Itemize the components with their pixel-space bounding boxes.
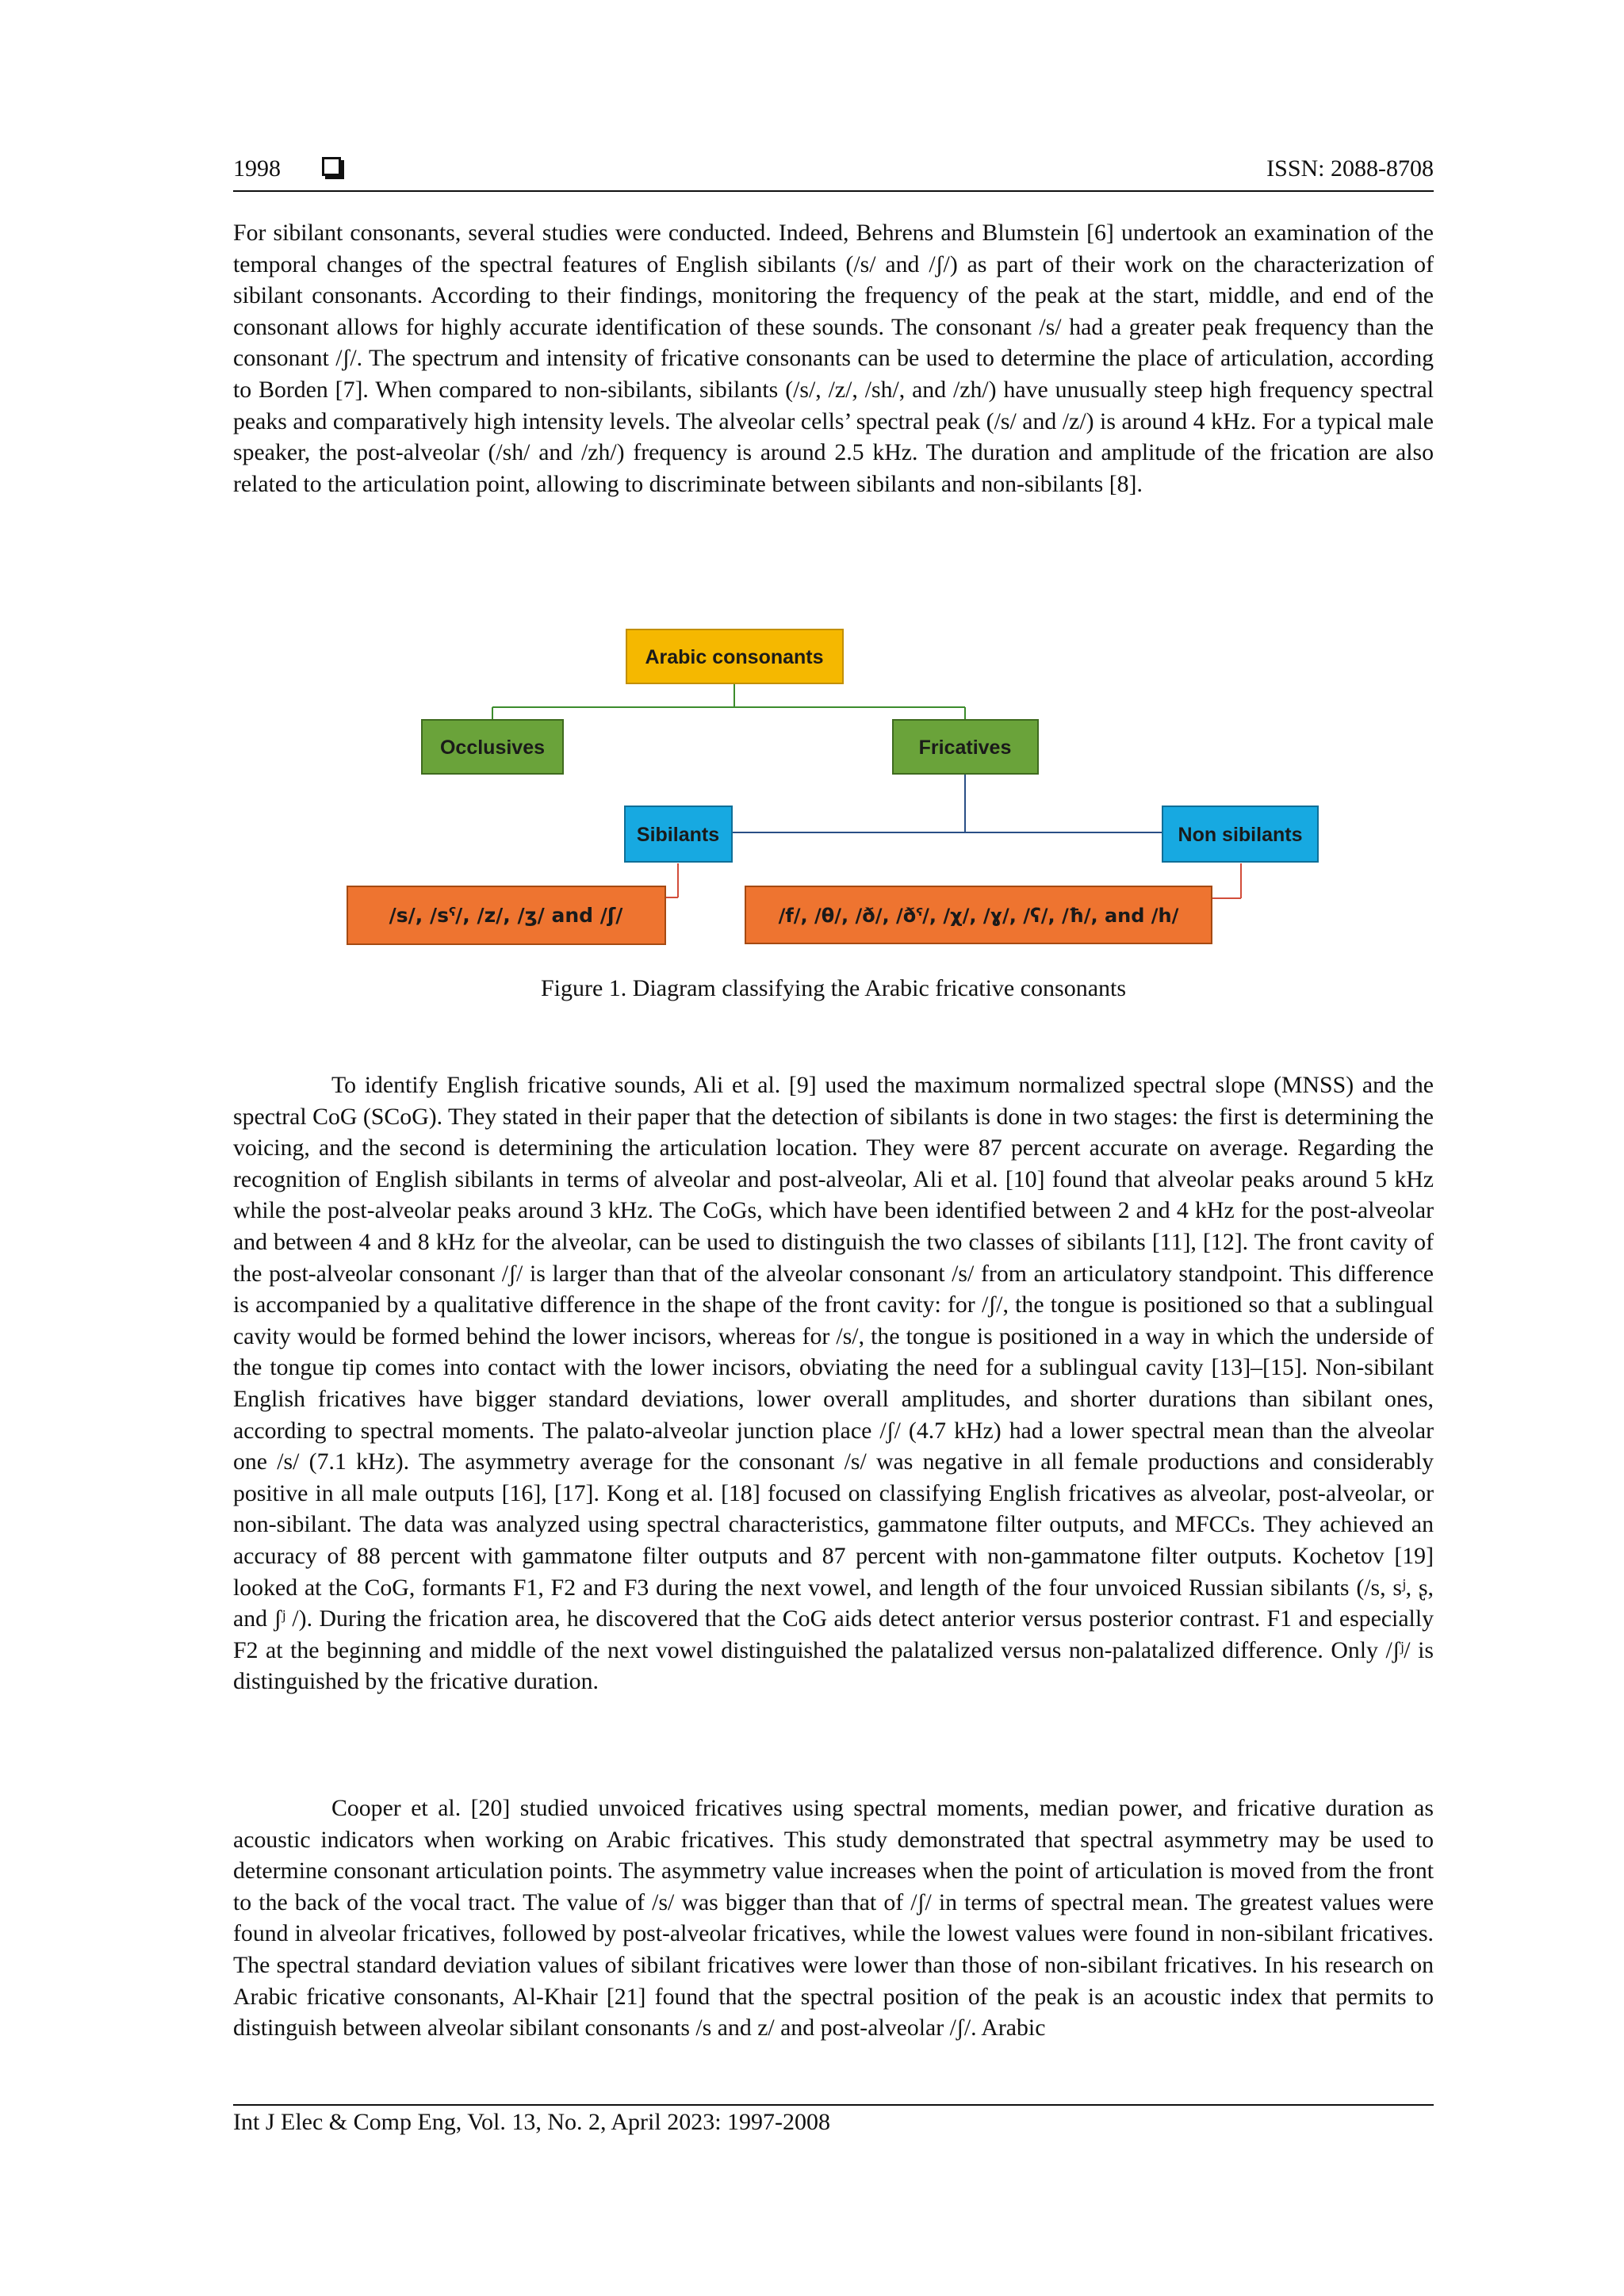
issn: ISSN: 2088-8708: [1266, 155, 1434, 182]
paragraph-english-fricatives: To identify English fricative sounds, Ali et al. [9] used the maximum normalized spectral slope (MNSS) and the spectral CoG (SCoG). They stated in their paper that the detection of sibilants is done in two stages: the first is determining the voicing, and the second is determining the articulation location. They were 87 percent accurate on average. Regarding the recognition of English sibilants in terms of alveolar and post-alveolar, Ali et al. [10] found that alveolar peaks around 5 kHz while the post-alveolar peaks around 3 kHz. The CoGs, which have been identified between 2 and 4 kHz for the post-alveolar and between 4 and 8 kHz for the alveolar, can be used to distinguish the two classes of sibilants [11], [12]. The front cavity of the post-alveolar consonant /ʃ/ is larger than that of the alveolar consonant /s/ from an articulatory standpoint. This difference is accompanied by a qualitative difference in the shape of the front cavity: for /ʃ/, the tongue is positioned so that a sublingual cavity would be formed behind the lower incisors, whereas for /s/, the tongue is positioned in a way in which the underside of the tongue tip comes into contact with the lower incisors, obviating the need for a sublingual cavity [13]–[15]. Non-sibilant English fricatives have bigger standard deviations, lower overall amplitudes, and shorter durations than sibilant ones, according to spectral moments. The palato-alveolar junction place /ʃ/ (4.7 kHz) had a lower spectral mean than the alveolar one /s/ (7.1 kHz). The asymmetry average for the consonant /s/ was negative in all female productions and considerably positive in all male outputs [16], [17]. Kong et al. [18] focused on classifying English fricatives as alveolar, post-alveolar, or non-sibilant. The data was analyzed using spectral characteristics, gammatone filter outputs, and MFCCs. They achieved an accuracy of 88 percent with gammatone filter outputs and 87 percent with non-gammatone filter outputs. Kochetov [19] looked at the CoG, formants F1, F2 and F3 during the next vowel, and length of the four unvoiced Russian sibilants (/s, sʲ, ʂ, and ʃʲ /). During the frication area, he discovered that the CoG aids detect anterior versus posterior contrast. F1 and especially F2 at the beginning and middle of the next vowel distinguished the palatalized versus non-palatalized difference. Only /ʃʲ/ is distinguished by the fricative duration.: [233, 1072, 1434, 1695]
footer-rule: [233, 2104, 1434, 2106]
diagram-connectors: [492, 684, 1241, 898]
paragraph-sibilant-studies: For sibilant consonants, several studies were conducted. Indeed, Behrens and Blumstein [6] undertook an examination of the temporal changes of the spectral features of English sibilants (/s/ and /ʃ/) as part of their work on the characterization of sibilant consonants. According to their findings, monitoring the frequency of the peak at the start, middle, and end of the consonant allows for highly accurate identification of these sounds. The consonant /s/ had a greater peak frequency than the consonant /ʃ/. The spectrum and intensity of fricative consonants can be used to determine the place of articulation, according to Borden [7]. When compared to non-sibilants, sibilants (/s/, /z/, /sh/, and /zh/) have unusually steep high frequency spectral peaks and comparatively high intensity levels. The alveolar cells’ spectral peak (/s/ and /z/) is around 4 kHz. For a typical male speaker, the post-alveolar (/sh/ and /zh/) frequency is around 2.5 kHz. The duration and amplitude of the frication are also related to the articulation point, allowing to discriminate between sibilants and non-sibilants [8].: [233, 220, 1434, 497]
checkbox-glyph-icon: [322, 157, 341, 176]
node-non-sibilant-list-label: /f/, /θ/, /ð/, /ðˤ/, /χ/, /ɣ/, /ʕ/, /ħ/, and /h/: [778, 905, 1179, 927]
paragraph-arabic-fricatives: Cooper et al. [20] studied unvoiced fricatives using spectral moments, median power, and fricative duration as acoustic indicators when working on Arabic fricatives. This study demonstrated that spectral asymmetry may be used to determine consonant articulation points. The asymmetry value increases when the point of articulation is moved from the front to the back of the vocal tract. The value of /s/ was bigger than that of /ʃ/ in terms of spectral mean. The greatest values were found in alveolar fricatives, followed by post-alveolar fricatives, while the lowest values were found in non-sibilant fricatives. The spectral standard deviation values of sibilant fricatives were lower than those of non-sibilant fricatives. In his research on Arabic fricative consonants, Al-Khair [21] found that the spectral position of the peak is an acoustic index that permits to distinguish between alveolar sibilant consonants /s and z/ and post-alveolar /ʃ/. Arabic: [233, 1795, 1434, 2042]
figure-1: [233, 618, 1434, 967]
page-footer: Int J Elec & Comp Eng, Vol. 13, No. 2, April 2023: 1997-2008: [233, 2109, 831, 2135]
node-non-sibilants-label: Non sibilants: [1178, 824, 1303, 846]
page-number: 1998: [233, 155, 281, 182]
figure-caption: Figure 1. Diagram classifying the Arabic fricative consonants: [540, 975, 1127, 1001]
node-occlusives-label: Occlusives: [439, 737, 546, 759]
node-sibilant-list-label: /s/, /sˤ/, /z/, /ʒ/ and /ʃ/: [389, 904, 623, 927]
page-header: [233, 151, 1434, 190]
node-fricatives-label: Fricatives: [918, 737, 1012, 759]
node-arabic-consonants-label: Arabic consonants: [645, 646, 824, 668]
header-rule: [233, 190, 1434, 192]
node-sibilants-label: Sibilants: [636, 824, 720, 846]
